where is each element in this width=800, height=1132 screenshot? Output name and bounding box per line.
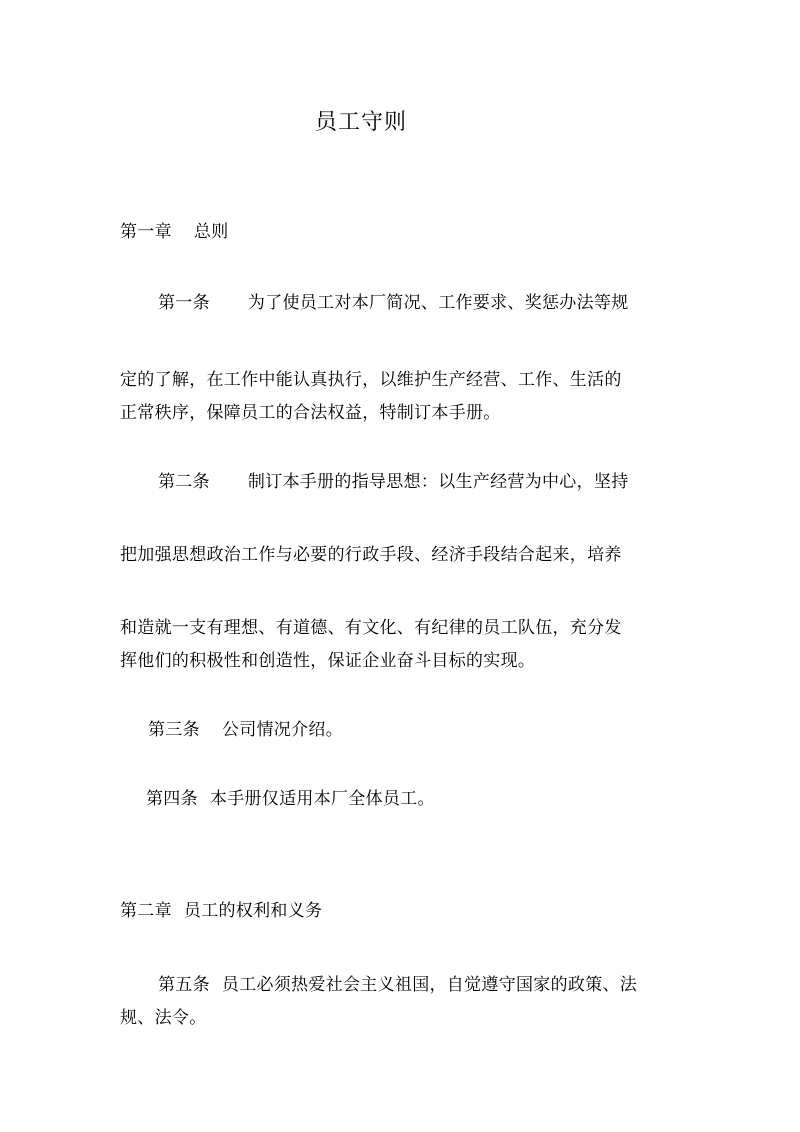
chapter-2-heading xyxy=(120,901,322,921)
document-title: 员工守则 xyxy=(315,110,408,135)
article-1-label: 第一条 xyxy=(158,293,210,313)
article-1-text-2: 定的了解，在工作中能认真执行，以维护生产经营、工作、生活的 xyxy=(120,370,622,390)
article-2-text-4: 挥他们的积极性和创造性，保证企业奋斗目标的实现。 xyxy=(120,651,536,671)
article-1-text-3: 正常秩序，保障员工的合法权益，特制订本手册。 xyxy=(120,403,501,423)
chapter-1-name: 总则 xyxy=(193,222,229,242)
article-4-label: 第四条 xyxy=(146,789,198,809)
article-3-text: 公司情况介绍。 xyxy=(221,720,344,740)
chapter-2-name: 员工的权利和义务 xyxy=(183,901,323,921)
article-2-first-line xyxy=(158,472,629,492)
chapter-1-heading xyxy=(120,222,229,242)
article-5-label: 第五条 xyxy=(158,975,210,995)
article-1-text-1: 为了使员工对本厂简况、工作要求、奖惩办法等规 xyxy=(247,293,629,313)
chapter-1-label: 第一章 xyxy=(120,222,172,242)
article-2-label: 第二条 xyxy=(158,472,210,492)
article-5-first-line xyxy=(158,975,637,995)
article-3 xyxy=(148,720,343,740)
article-2-text-2: 把加强思想政治工作与必要的行政手段、经济手段结合起来，培养 xyxy=(120,545,622,565)
article-4-text: 本手册仅适用本厂全体员工。 xyxy=(209,789,435,809)
article-1-first-line xyxy=(158,293,629,313)
article-5-text-1: 员工必须热爱社会主义祖国，自觉遵守国家的政策、法 xyxy=(221,975,638,995)
article-2-text-3: 和造就一支有理想、有道德、有文化、有纪律的员工队伍，充分发 xyxy=(120,618,622,638)
article-2-text-1: 制订本手册的指导思想：以生产经营为中心，坚持 xyxy=(247,472,629,492)
article-5-text-2: 规、法令。 xyxy=(120,1008,207,1028)
chapter-2-label: 第二章 xyxy=(120,901,172,921)
article-3-label: 第三条 xyxy=(148,720,200,740)
article-4 xyxy=(146,789,435,809)
